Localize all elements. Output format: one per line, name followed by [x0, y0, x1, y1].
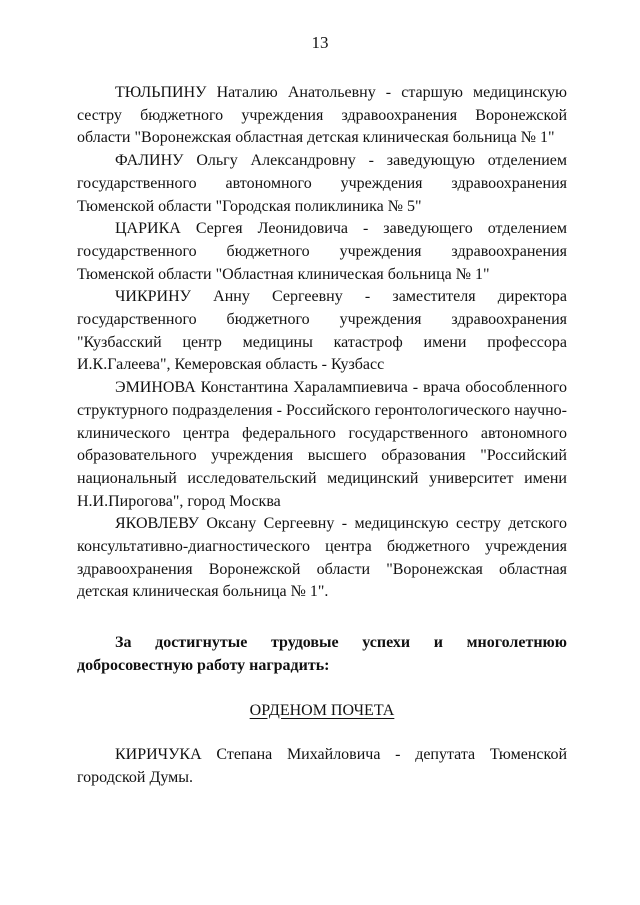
- entry-paragraph: [77, 218, 567, 286]
- entry-details: Анну Сергеевну - заместителя директора государственного бюджетного учреждения здравоохранения "Кузбасский центр медицины катастроф имени профессора И.К.Галеева", Кемеровская область - Кузбасс: [77, 288, 567, 374]
- entry-paragraph: [77, 150, 567, 218]
- entry-details: Наталию Анатольевну - старшую медицинскую сестру бюджетного учреждения здравоохранения Воронежской области "Воронежская областная детская клиническая больница № 1": [77, 84, 568, 147]
- entry-surname: ЧИКРИНУ: [115, 288, 191, 306]
- entry-surname: ЭМИНОВА: [115, 379, 196, 397]
- document-body: [77, 82, 567, 790]
- entry-paragraph: [77, 82, 567, 150]
- entry-details: Оксану Сергеевну - медицинскую сестру детского консультативно-диагностического центра бюджетного учреждения здравоохранения Воронежской области "Воронежская областная детская клиническая больница № 1".: [77, 515, 567, 601]
- entry-surname: КИРИЧУКА: [115, 746, 202, 764]
- entry-surname: ЯКОВЛЕВУ: [115, 515, 199, 533]
- entry-paragraph: [77, 513, 567, 604]
- entry-details: Степана Михайловича - депутата Тюменской городской Думы.: [77, 746, 568, 786]
- order-title: ОРДЕНОМ ПОЧЕТА: [249, 701, 395, 719]
- entry-details: Константина Харалампиевича - врача обособленного структурного подразделения - Российского геронтологического научно-клинического центра федерального государственного автономного образовательного учреждения высшего образования "Российский национальный исследовательский медицинский университет имени Н.И.Пирогова", город Москва: [77, 379, 568, 510]
- entry-paragraph: [77, 377, 567, 513]
- entry-details: Сергея Леонидовича - заведующего отделением государственного бюджетного учреждения здравоохранения Тюменской области "Областная клиническая больница № 1": [77, 220, 568, 283]
- entry-paragraph: [77, 286, 567, 377]
- entry-details: Ольгу Александровну - заведующую отделением государственного автономного учреждения здравоохранения Тюменской области "Городская поликлиника № 5": [77, 152, 568, 215]
- entry-surname: ФАЛИНУ: [115, 152, 184, 170]
- page-number: 13: [311, 33, 329, 52]
- award-decree: За достигнутые трудовые успехи и многолетнюю добросовестную работу наградить:: [77, 634, 567, 674]
- entry-surname: ЦАРИКА: [115, 220, 181, 238]
- entry-surname: ТЮЛЬПИНУ: [115, 84, 207, 101]
- award-entry-paragraph: [77, 744, 567, 789]
